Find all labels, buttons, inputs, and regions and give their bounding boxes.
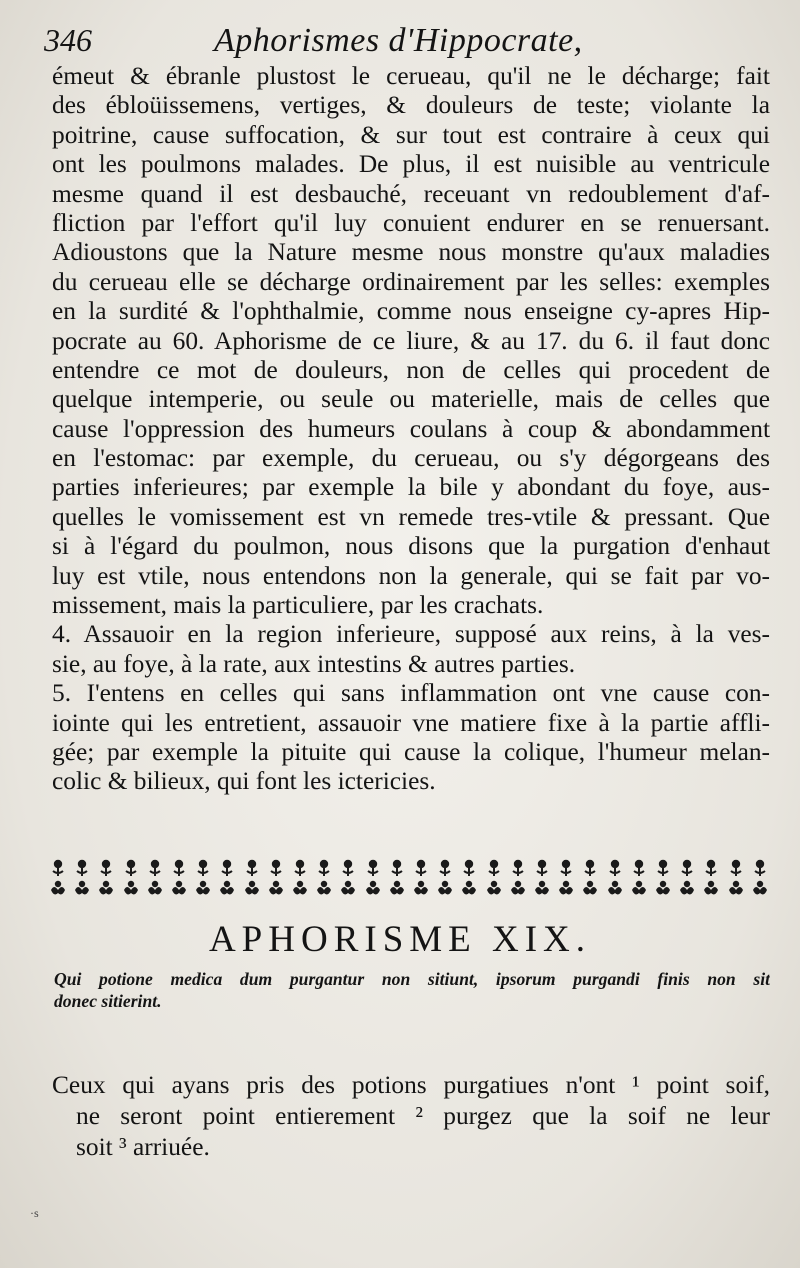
page-number: 346 [44,22,92,58]
fleuron-ornament-icon [435,857,455,899]
text-line: ont les poulmons malades. De plus, il est nuisible au ventricule [52,150,770,179]
text-line: luy est vtile, nous entendons non la generale, qui se fait par vo- [52,561,770,590]
text-line: fliction par l'effort qu'il luy conuient endurer en se renuersant. [52,208,770,237]
fleuron-ornament-icon [217,857,237,899]
text-line: si à l'égard du poulmon, nous disons que la purgation d'enhaut [52,532,770,561]
latin-aphorism [54,968,770,1012]
ornament-band [48,856,770,900]
text-line: émeut & ébranle plustost le cerueau, qu'il ne le décharge; fait [52,62,770,90]
fleuron-ornament-icon [169,857,189,899]
translation-line: soit ³ arriuée. [76,1133,210,1161]
text-line: Adioustons que la Nature mesme nous monstre qu'aux maladies [52,238,770,267]
text-line: parties inferieures; par exemple la bile y abondant du foye, aus- [52,473,770,502]
fleuron-ornament-icon [580,857,600,899]
aphorism-title: APHORISME XIX. [208,919,592,960]
fleuron-ornament-icon [508,857,528,899]
text-line: mesme quand il est desbauché, receuant vn redoublement d'af- [52,179,770,208]
fleuron-ornament-icon [266,857,286,899]
text-line: sie, au foye, à la rate, aux intestins & autres parties. [52,649,576,678]
fleuron-ornament-icon [459,857,479,899]
fleuron-ornament-icon [605,857,625,899]
text-line: en la surdité & l'ophthalmie, comme nous enseigne cy-apres Hip- [52,297,770,326]
fleuron-ornament-icon [677,857,697,899]
text-line: cause l'oppression des humeurs coulans à coup & abondamment [52,414,770,443]
latin-line: Qui potione medica dum purgantur non sitiunt, ipsorum purgandi finis non sit [54,969,770,989]
fleuron-ornament-icon [726,857,746,899]
latin-line: donec sitierint. [54,991,162,1011]
fleuron-ornament-icon [532,857,552,899]
text-line: 5. I'entens en celles qui sans inflammation ont vne cause con- [52,679,770,708]
fleuron-ornament-icon [387,857,407,899]
footer-mark: ·s [30,1206,39,1220]
running-head: Aphorismes d'Hippocrate, [214,22,583,59]
text-line: gée; par exemple la pituite qui cause la colique, l'humeur melan- [52,737,770,766]
text-line: iointe qui les entretient, assauoir vne matiere fixe à la partie affli- [52,708,770,737]
fleuron-ornament-icon [72,857,92,899]
text-line: quelque intemperie, ou seule ou materielle, mais de celles que [52,385,770,414]
french-translation [52,1070,770,1163]
text-line: poitrine, cause suffocation, & sur tout est contraire à ceux qui [52,120,770,149]
text-line: missement, mais la particuliere, par les crachats. [52,591,544,620]
text-line: quelles le vomissement est vn remede tres-vtile & pressant. Que [52,502,770,531]
fleuron-ornament-icon [701,857,721,899]
text-line: des ébloüissemens, vertiges, & douleurs de teste; violante la [52,91,770,120]
translation-line: Ceux qui ayans pris des potions purgatiues n'ont ¹ point soif, [52,1071,770,1099]
text-line: 4. Assauoir en la region inferieure, supposé aux reins, à la ves- [52,620,770,649]
fleuron-ornament-icon [750,857,770,899]
text-line: en l'estomac: par exemple, du cerueau, ou s'y dégorgeans des [52,444,770,473]
fleuron-ornament-icon [484,857,504,899]
translation-line: ne seront point entierement ² purgez que la soif ne leur [76,1102,770,1130]
commentary-text [52,62,770,797]
fleuron-ornament-icon [338,857,358,899]
fleuron-ornament-icon [145,857,165,899]
fleuron-ornament-icon [653,857,673,899]
text-line: du cerueau elle se décharge ordinairement par les selles: exemples [52,267,770,296]
fleuron-ornament-icon [290,857,310,899]
fleuron-ornament-icon [556,857,576,899]
text-line: colic & bilieux, qui font les ictericies. [52,767,436,796]
fleuron-ornament-icon [629,857,649,899]
fleuron-ornament-icon [314,857,334,899]
fleuron-ornament-icon [411,857,431,899]
text-line: entendre ce mot de douleurs, non de celles qui procedent de [52,355,770,384]
fleuron-ornament-icon [96,857,116,899]
fleuron-ornament-icon [48,857,68,899]
fleuron-ornament-icon [193,857,213,899]
fleuron-ornament-icon [242,857,262,899]
fleuron-ornament-icon [121,857,141,899]
fleuron-ornament-icon [363,857,383,899]
text-line: pocrate au 60. Aphorisme de ce liure, & au 17. du 6. il faut donc [52,326,770,355]
